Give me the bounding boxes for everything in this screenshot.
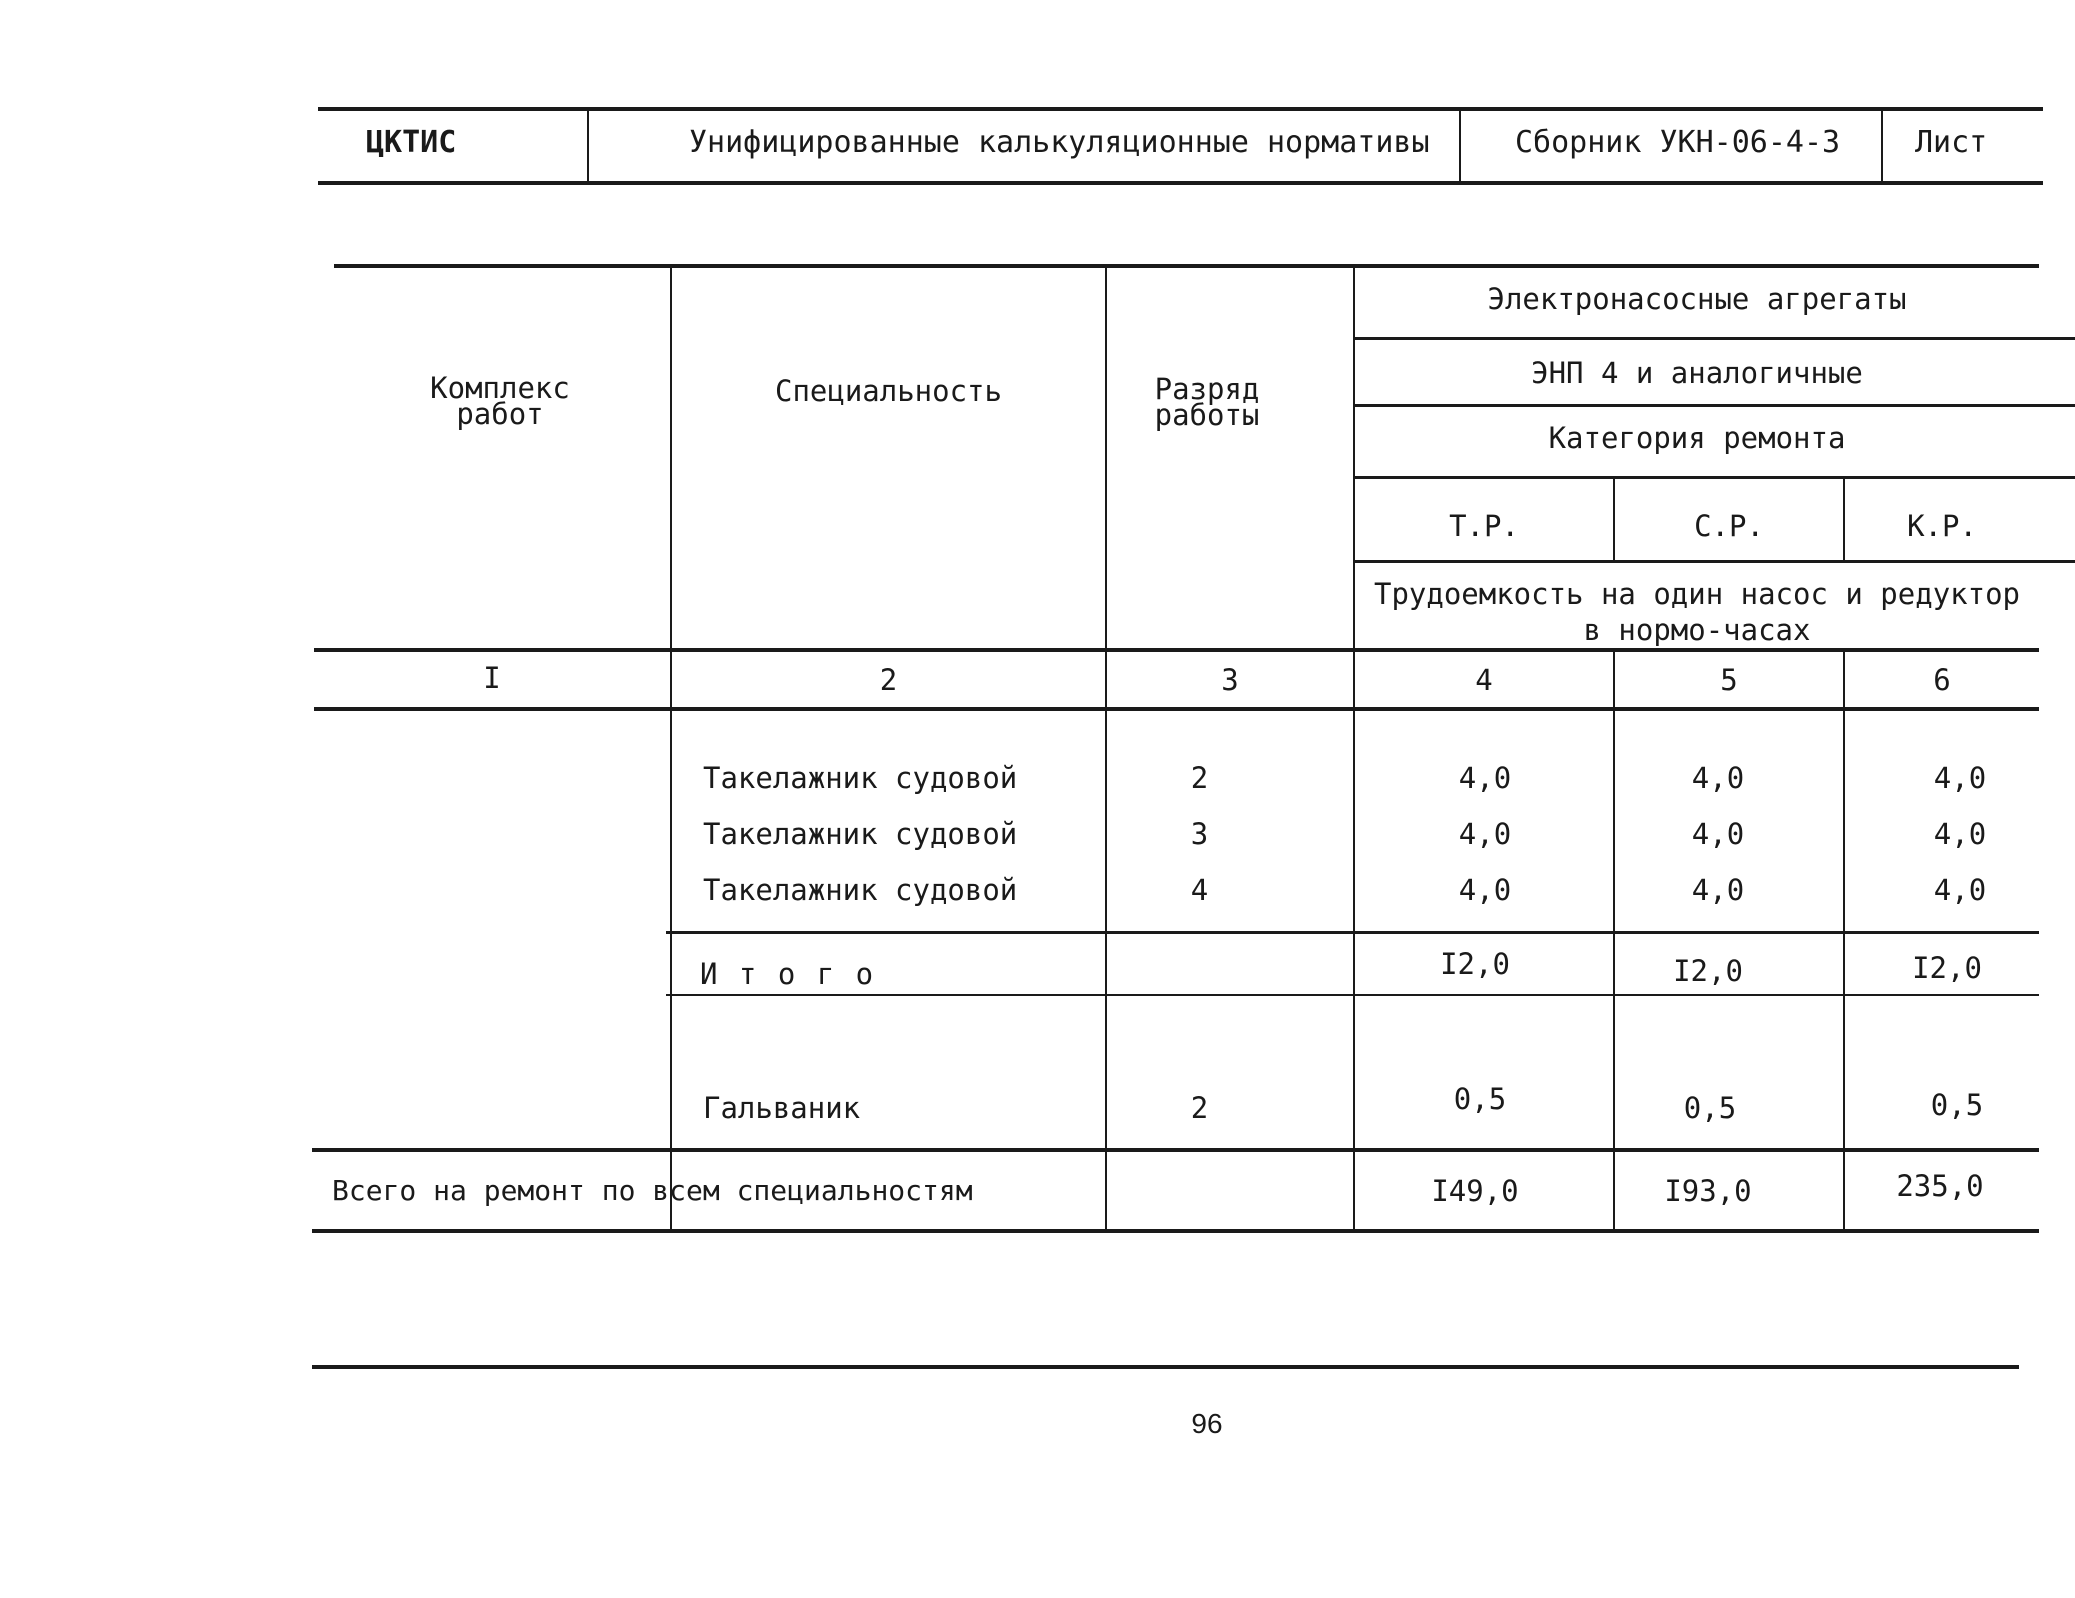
col-header-specialty: Специальность bbox=[775, 374, 1002, 408]
specialty-cell: Такелажник судовой bbox=[703, 873, 1018, 907]
subtotal-label: И т о г о bbox=[700, 957, 876, 991]
grade-cell: 4 bbox=[1190, 873, 1209, 907]
col-header-complex bbox=[400, 371, 600, 431]
col-header-complex-line2: работ bbox=[456, 397, 544, 431]
col-header-grade bbox=[1107, 372, 1307, 432]
total-label: Всего на ремонт по всем специальностям bbox=[332, 1174, 973, 1207]
sr-cell: 4,0 bbox=[1691, 761, 1745, 795]
labor-header bbox=[1355, 576, 2039, 648]
page-number: 96 bbox=[1191, 1408, 1223, 1439]
specialty-cell: Такелажник судовой bbox=[703, 761, 1018, 795]
tr-cell: 4,0 bbox=[1458, 761, 1512, 795]
grade-cell: 3 bbox=[1190, 817, 1209, 851]
grade-cell: 2 bbox=[1190, 761, 1209, 795]
repair-category-header: Категория ремонта bbox=[1548, 421, 1846, 455]
total-kr: 235,0 bbox=[1896, 1169, 1984, 1203]
col-number-4: 4 bbox=[1475, 663, 1493, 697]
col-header-grade-line2: работы bbox=[1154, 398, 1260, 432]
col-number-6: 6 bbox=[1933, 663, 1951, 697]
tr-cell: 4,0 bbox=[1458, 817, 1512, 851]
model-header: ЭНП 4 и аналогичные bbox=[1531, 356, 1863, 390]
col-header-grade-line1: Разряд bbox=[1154, 372, 1260, 406]
sr-cell: 4,0 bbox=[1691, 873, 1745, 907]
col-header-sr: С.Р. bbox=[1694, 509, 1764, 543]
grade-cell: 2 bbox=[1190, 1091, 1209, 1125]
collection-code: Сборник УКН-06-4-3 bbox=[1515, 125, 1841, 160]
org-name: ЦКТИС bbox=[366, 125, 457, 160]
sheet-label: Лист bbox=[1915, 125, 1988, 160]
sr-cell: 4,0 bbox=[1691, 817, 1745, 851]
total-tr: I49,0 bbox=[1431, 1174, 1519, 1208]
tr-cell: 4,0 bbox=[1458, 873, 1512, 907]
subtotal-tr: I2,0 bbox=[1440, 947, 1510, 981]
total-sr: I93,0 bbox=[1664, 1174, 1752, 1208]
col-header-complex-line1: Комплекс bbox=[430, 371, 570, 405]
sr-cell: 0,5 bbox=[1683, 1091, 1737, 1125]
kr-cell: 0,5 bbox=[1930, 1088, 1984, 1122]
kr-cell: 4,0 bbox=[1933, 761, 1987, 795]
subtotal-kr: I2,0 bbox=[1912, 951, 1982, 985]
col-number-3: 3 bbox=[1221, 663, 1239, 697]
document-title: Унифицированные калькуляционные нормативы bbox=[689, 125, 1430, 160]
labor-header-line1: Трудоемкость на один насос и редуктор bbox=[1373, 577, 2020, 611]
col-header-kr: К.Р. bbox=[1907, 509, 1977, 543]
labor-header-line2: в нормо-часах bbox=[1583, 613, 1811, 647]
kr-cell: 4,0 bbox=[1933, 817, 1987, 851]
col-number-1: I bbox=[483, 661, 501, 695]
tr-cell: 0,5 bbox=[1453, 1082, 1507, 1116]
col-number-2: 2 bbox=[879, 663, 898, 697]
col-number-5: 5 bbox=[1720, 663, 1738, 697]
specialty-cell: Такелажник судовой bbox=[703, 817, 1018, 851]
subtotal-sr: I2,0 bbox=[1673, 954, 1743, 988]
group-header: Электронасосные агрегаты bbox=[1487, 282, 1907, 316]
col-header-tr: Т.Р. bbox=[1449, 509, 1519, 543]
specialty-cell: Гальваник bbox=[703, 1091, 861, 1125]
kr-cell: 4,0 bbox=[1933, 873, 1987, 907]
